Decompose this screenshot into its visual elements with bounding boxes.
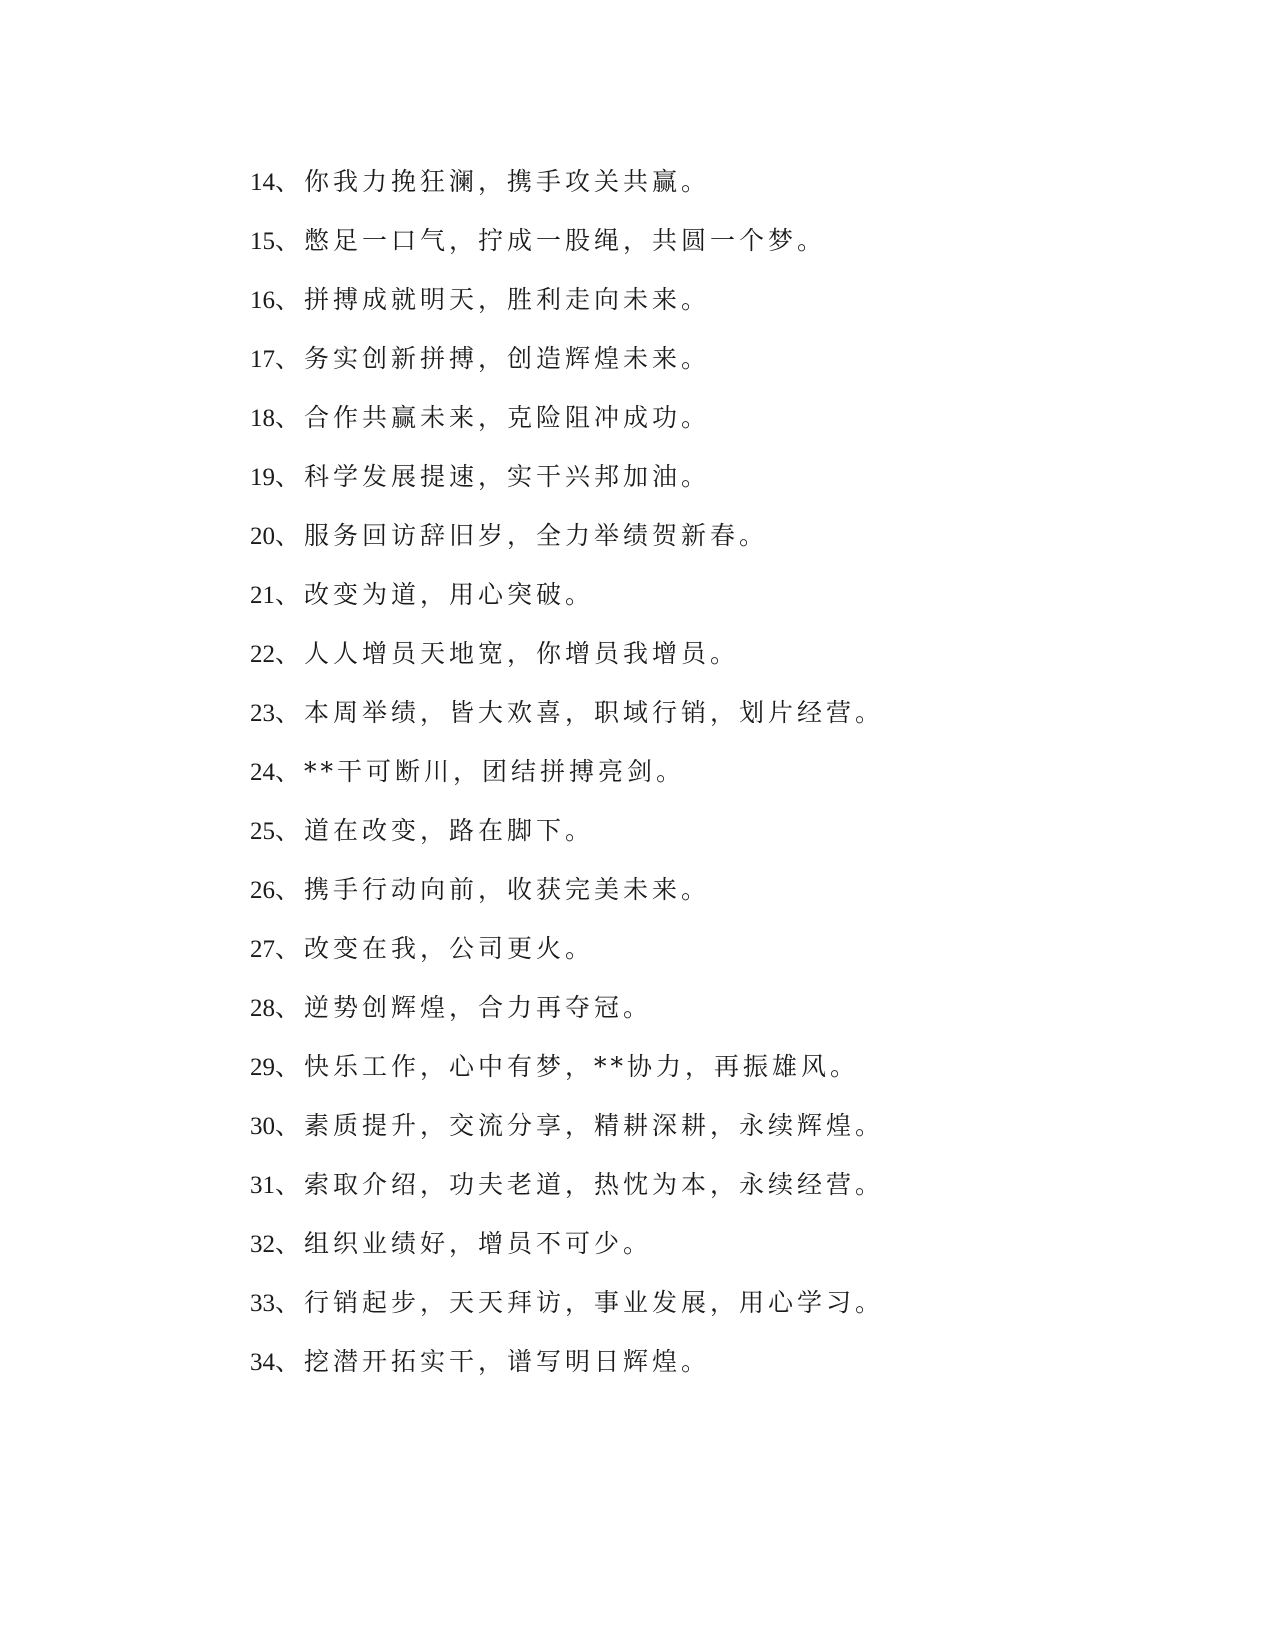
item-number: 29: [250, 1054, 275, 1081]
list-item: [250, 1342, 884, 1401]
item-text: 、索取介绍，功夫老道，热忱为本，永续经营。: [275, 1170, 885, 1199]
item-number: 16: [250, 287, 275, 314]
item-number: 33: [250, 1290, 275, 1317]
item-number: 23: [250, 700, 275, 727]
item-number: 17: [250, 346, 275, 373]
list-item: [250, 988, 884, 1047]
list-item: [250, 516, 884, 575]
item-number: 25: [250, 818, 275, 845]
list-item: [250, 634, 884, 693]
item-text: 、快乐工作，心中有梦，**协力，再振雄风。: [275, 1052, 860, 1081]
item-number: 14: [250, 169, 275, 196]
list-item: [250, 280, 884, 339]
item-number: 32: [250, 1231, 275, 1258]
item-text: 、改变在我，公司更火。: [275, 934, 595, 963]
list-item: [250, 1165, 884, 1224]
list-item: [250, 162, 884, 221]
item-text: 、本周举绩，皆大欢喜，职域行销，划片经营。: [275, 698, 885, 727]
item-number: 28: [250, 995, 275, 1022]
item-number: 26: [250, 877, 275, 904]
list-item: [250, 811, 884, 870]
item-number: 30: [250, 1113, 275, 1140]
list-item: [250, 752, 884, 811]
list-item: [250, 1283, 884, 1342]
item-text: 、务实创新拼搏，创造辉煌未来。: [275, 344, 711, 373]
slogan-list: [250, 162, 884, 1401]
item-text: 、素质提升，交流分享，精耕深耕，永续辉煌。: [275, 1111, 885, 1140]
item-number: 15: [250, 228, 275, 255]
item-text: 、**干可断川，团结拼搏亮剑。: [275, 757, 686, 786]
item-number: 24: [250, 759, 275, 786]
item-text: 、你我力挽狂澜，携手攻关共赢。: [275, 167, 711, 196]
list-item: [250, 398, 884, 457]
list-item: [250, 870, 884, 929]
item-number: 19: [250, 464, 275, 491]
item-number: 18: [250, 405, 275, 432]
item-text: 、道在改变，路在脚下。: [275, 816, 595, 845]
item-text: 、合作共赢未来，克险阻冲成功。: [275, 403, 711, 432]
item-number: 21: [250, 582, 275, 609]
item-text: 、携手行动向前，收获完美未来。: [275, 875, 711, 904]
item-text: 、改变为道，用心突破。: [275, 580, 595, 609]
item-number: 34: [250, 1349, 275, 1376]
item-text: 、组织业绩好，增员不可少。: [275, 1229, 653, 1258]
list-item: [250, 1106, 884, 1165]
item-text: 、挖潜开拓实干，谱写明日辉煌。: [275, 1347, 711, 1376]
list-item: [250, 1047, 884, 1106]
item-text: 、憋足一口气，拧成一股绳，共圆一个梦。: [275, 226, 827, 255]
item-text: 、拼搏成就明天，胜利走向未来。: [275, 285, 711, 314]
item-text: 、人人增员天地宽，你增员我增员。: [275, 639, 740, 668]
item-text: 、服务回访辞旧岁，全力举绩贺新春。: [275, 521, 769, 550]
list-item: [250, 693, 884, 752]
item-number: 27: [250, 936, 275, 963]
item-text: 、逆势创辉煌，合力再夺冠。: [275, 993, 653, 1022]
list-item: [250, 575, 884, 634]
item-text: 、行销起步，天天拜访，事业发展，用心学习。: [275, 1288, 885, 1317]
item-number: 22: [250, 641, 275, 668]
list-item: [250, 339, 884, 398]
item-number: 31: [250, 1172, 275, 1199]
item-text: 、科学发展提速，实干兴邦加油。: [275, 462, 711, 491]
list-item: [250, 929, 884, 988]
list-item: [250, 221, 884, 280]
item-number: 20: [250, 523, 275, 550]
list-item: [250, 457, 884, 516]
list-item: [250, 1224, 884, 1283]
